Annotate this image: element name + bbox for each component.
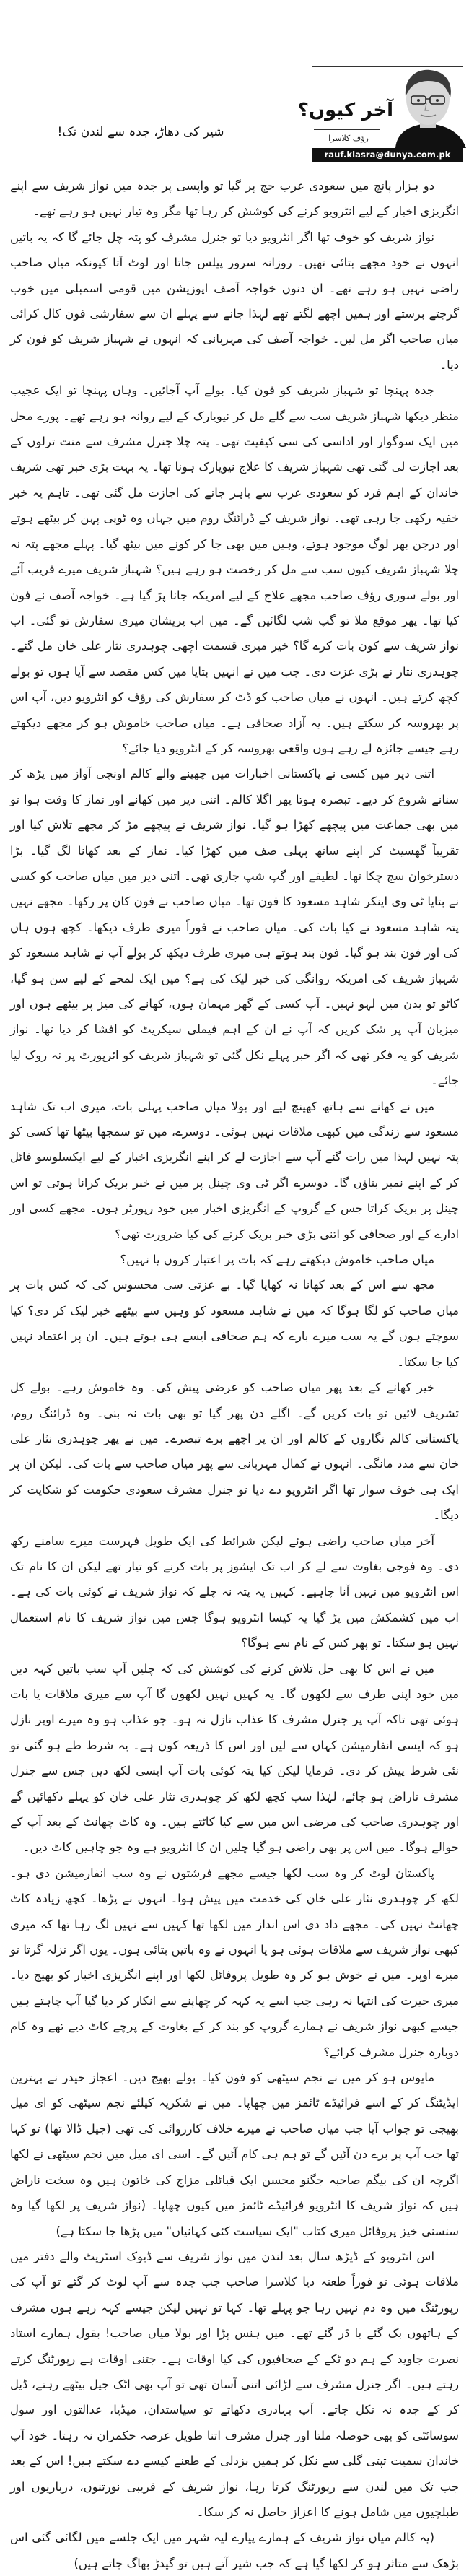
author-email[interactable]: rauf.klasra@dunya.com.pk: [312, 148, 463, 162]
paragraph: مجھ سے اس کے بعد کھانا نہ کھایا گیا۔ بے عزتی سی محسوس کی کہ کس بات پر میاں صاحب کو لگا ہوگا کہ میں نے شاہد مسعود کو وہیں سے بیٹھے خبر لیک کر دی؟ کیا سوچتے ہوں گے یہ سب میرے بارے کہ ہم صحافی ایسے ہی ہوتے ہیں۔ ان پر اعتماد نہیں کیا جا سکتا۔: [10, 1278, 459, 1369]
paragraph: پاکستان لوٹ کر وہ سب لکھا جیسے مجھے فرشتوں نے وہ سب انفارمیشن دی ہو۔ لکھ کر چوہدری نثار علی خان کی خدمت میں پیش ہوا۔ انہوں نے پڑھا۔ کچھ زیادہ کاٹ چھانٹ نہیں کی۔ مجھے داد دی اس انداز میں لکھا تھا کہیں سے نہیں لگ رہا تھا کہ میری کبھی نواز شریف سے ملاقات ہوئی ہو یا انہوں نے وہ باتیں بتائی ہوں۔ یوں اگر نزلہ گرتا تو میرے اوپر۔ میں نے خوش ہو کر وہ طویل پروفائل لکھا اور اپنے انگریزی اخبار کو بھیج دیا۔ میری حیرت کی انتہا نہ رہی جب اسے یہ کہہ کر چھاپنے سے انکار کر دیا گیا آپ چاہتے ہیں جیسے کبھی نواز شریف نے ہمارے گروپ کو بند کر کے بغاوت کے پرچے کاٹ دیے تھے وہ کام دوبارہ جنرل مشرف کرائے؟: [10, 1866, 459, 2059]
closing-note: (یہ کالم میاں نواز شریف کے ہمارے پیارے لیہ شہر میں ایک جلسے میں لگائی گئی اس بڑھک سے متاثر ہو کر لکھا گیا ہے کہ جب شیر آتے ہیں تو گیدڑ بھاگ جاتے ہیں): [10, 2531, 459, 2570]
paragraph: اس انٹرویو کے ڈیڑھ سال بعد لندن میں نواز شریف سے ڈیوک اسٹریٹ والے دفتر میں ملاقات ہوئی تو فوراً طعنہ دیا کلاسرا صاحب جب جدہ سے آپ لوٹ کر گئے تو آپ کی رپورٹنگ میں وہ دم نہیں رہا جو پہلے تھا۔ کہا تو نہیں لیکن جیسے کہہ رہے ہوں مشرف کے ہاتھوں بک گئے یا ڈر گئے تھے۔ میں ہنس پڑا اور بولا میاں صاحب! بقول ہمارے استاد نصرت جاوید کے ہم دو ٹکے کے صحافیوں کی کیا اوقات ہے۔ جتنی اوقات ہے رپورٹنگ کرتے رہتے ہیں۔ اگر جنرل مشرف سے لڑائی اتنی آسان تھی تو آپ بھی اٹک جیل بیٹھے رہتے، ڈیل کر کے جدہ نہ نکل جاتے۔ آپ بہادری دکھاتے تو سیاستدان، میڈیا، عدالتوں اور سول سوسائٹی کو بھی حوصلہ ملتا اور جنرل مشرف اتنا طویل عرصہ حکمران نہ رہتا۔ خود آپ خاندان سمیت تپتی گلی سے نکل کر ہمیں بزدلی کے طعنے کیسے دے سکتے ہیں! اس کے بعد جب تک میں لندن سے رپورٹنگ کرتا رہا، نواز شریف کے قریبی نورتنوں، درباریوں اور طبلچیوں میں شامل ہونے کا اعزاز حاصل نہ کر سکا۔: [10, 2249, 459, 2519]
paragraph: دو ہزار پانچ میں سعودی عرب حج پر گیا تو واپسی پر جدہ میں نواز شریف سے اپنے انگریزی اخبار کے لیے انٹرویو کرنے کی کوشش کر رہا تھا مگر وہ تیار نہیں ہو رہے تھے۔: [10, 179, 459, 219]
title-divider: [314, 129, 380, 130]
paragraph: میں نے اس کا بھی حل تلاش کرنے کی کوشش کی کہ چلیں آپ سب باتیں کہہ دیں میں خود اپنی طرف سے لکھوں گا۔ یہ کہیں نہیں لکھوں گا آپ سے میری ملاقات یا بات ہوئی تھی تاکہ آپ پر جنرل مشرف کا عذاب نازل نہ ہو۔ جو عذاب ہو وہ میرے اوپر نازل ہو کہ ایسی انفارمیشن کہاں سے لیں اور اس کا ذریعہ کون ہے۔ یہ شرط طے ہو گئی تو نئی شرط پیش کر دی۔ فرمایا لیکن کیا پتہ کوئی بات آپ ایسی لکھ دیں جس سے جنرل مشرف ناراض ہو جائے، لہٰذا سب کچھ لکھ کر چوہدری نثار علی خان کو پہلے دکھائیں گے اور چوہدری صاحب کی مرضی اس میں سے کیا کاٹتے ہیں۔ وہ کاٹ چھانٹ کے بعد آپ کے حوالے ہوگا۔ میں اس پر بھی راضی ہو گیا چلیں ان کا انٹرویو ہے وہ جو چاہیں کاٹ دیں۔: [10, 1661, 459, 1855]
column-header-banner: [297, 66, 463, 162]
paragraph: آخر میاں صاحب راضی ہوئے لیکن شرائط کی ایک طویل فہرست میرے سامنے رکھ دی۔ وہ فوجی بغاوت سے لے کر اب تک ایشوز پر بات کرنے کو تیار تھے لیکن ان کا نام تک اس انٹرویو میں نہیں آنا چاہیے۔ کہیں یہ پتہ نہ چلے کہ نواز شریف نے کوئی بات کی ہے۔ اب میں کشمکش میں پڑ گیا یہ کیسا انٹرویو ہوگا جس میں نواز شریف کا نام استعمال نہیں ہو سکتا۔ تو پھر کس کے نام سے ہوگا؟: [10, 1533, 459, 1650]
article-body: [10, 173, 459, 2576]
article-headline: شیر کی دھاڑ، جدہ سے لندن تک!: [57, 125, 224, 139]
author-portrait-image: [393, 67, 463, 148]
paragraph: اتنی دیر میں کسی نے پاکستانی اخبارات میں چھپنے والے کالم اونچی آواز میں پڑھ کر سنانے شروع کر دیے۔ تبصرہ ہوتا پھر اگلا کالم۔ اتنی دیر میں کھانے اور نماز کا وقت ہوا تو میں بھی جماعت میں پیچھے کھڑا ہو گیا۔ نواز شریف نے پیچھے مڑ کر مجھے تلاش کیا اور تقریباً گھسیٹ کر اپنے ساتھ پہلی صف میں کھڑا کیا۔ نماز کے بعد کھانا لگ گیا۔ بڑا دسترخوان سج چکا تھا۔ لطیفے اور گپ شپ جاری تھی۔ اتنی دیر میں میاں صاحب کو کسی نے بتایا ٹی وی اینکر شاہد مسعود کا فون تھا۔ میاں صاحب نے فون کان پر رکھا۔ مجھے نہیں پتہ شاہد مسعود نے کیا بات کی۔ میاں صاحب نے فوراً میری طرف دیکھا۔ کچھ ہوں ہاں کی اور فون بند ہو گیا۔ فون بند ہوتے ہی میری طرف دیکھ کر بولے آپ نے شاہد مسعود کو شہباز شریف کی امریکہ روانگی کی خبر لیک کی ہے؟ میں ایک لمحے کے لیے سن ہو گیا، کاٹو تو بدن میں لہو نہیں۔ آپ کسی کے گھر مہمان ہوں، کھانے کی میز پر بیٹھے ہوں اور میزبان آپ پر شک کریں کہ آپ نے ان کے اہم فیملی سیکریٹ کو افشا کر دیا تھا۔ نواز شریف کو یہ فکر تھی کہ اگر خبر پہلے نکل گئی تو شہباز شریف کو ائرپورٹ پر نہ روک لیا جائے۔: [10, 767, 459, 1088]
column-series-title: آخر کیوں؟: [297, 100, 393, 121]
author-name: رؤف کلاسرا: [328, 134, 369, 143]
paragraph: نواز شریف کو خوف تھا اگر انٹرویو دیا تو جنرل مشرف کو پتہ چل جائے گا کہ یہ باتیں انہوں نے خود مجھے بتائی تھیں۔ روزانہ سرور پیلس جاتا اور لوٹ آتا کیونکہ میاں صاحب راضی نہیں ہو رہے تھے۔ ان دنوں خواجہ آصف اپوزیشن میں قومی اسمبلی میں خوب گرجتے برستے اور ہمیں اچھے لگتے تھے لہذا جانے سے پہلے ان سے سفارشی فون کال کرائی میاں صاحب اگر مل لیں۔ خواجہ آصف کی مہربانی کہ انہوں نے شہباز شریف کو فون کر دیا۔: [10, 230, 459, 372]
paragraph: مایوس ہو کر میں نے نجم سیٹھی کو فون کیا۔ بولے بھیج دیں۔ اعجاز حیدر نے بہترین ایڈیٹنگ کر کے اسے فرائیڈے ٹائمز میں چھاپا۔ میں نے شکریہ کیلئے نجم سیٹھی کو ای میل بھیجی تو جواب آیا جب میاں صاحب نے میرے خلاف کارروائی کی تھی (جیل ڈالا تھا) تو کہا تھا جب آپ پر برے دن آئیں گے تو ہم ہی کام آئیں گے۔ اسی ای میل میں نجم سیٹھی نے لکھا اگرچہ ان کی بیگم صاحبہ جگنو محسن ایک قبائلی مزاج کی خاتون ہیں وہ سخت ناراض ہیں کہ نواز شریف کا انٹرویو فرائیڈے ٹائمز میں کیوں چھاپا۔ (نواز شریف پر لکھا گیا وہ سنسنی خیز پروفائل میری کتاب "ایک سیاست کئی کہانیاں" میں پڑھا جا سکتا ہے): [10, 2071, 459, 2238]
paragraph: خیر کھانے کے بعد پھر میاں صاحب کو عرضی پیش کی۔ وہ خاموش رہے۔ بولے کل تشریف لائیں تو بات کریں گے۔ اگلے دن پھر گیا تو بھی بات نہ بنی۔ وہ ڈرائنگ روم، پاکستانی کالم نگاروں کے کالم اور ان پر اچھے برے تبصرے۔ میں نے پھر چوہدری نثار علی خان سے مدد مانگی۔ انہوں نے کمال مہربانی سے پھر میاں صاحب سے بات کی۔ لیکن ان پر ایک ہی خوف سوار تھا اگر انٹرویو دے دیا تو جنرل مشرف سعودی حکومت کو شکایت کر دیگا۔: [10, 1380, 459, 1523]
paragraph: میاں صاحب خاموش دیکھتے رہے کہ بات پر اعتبار کروں یا نہیں؟: [120, 1253, 434, 1267]
paragraph: جدہ پہنچا تو شہباز شریف کو فون کیا۔ بولے آپ آجائیں۔ وہاں پہنچا تو ایک عجیب منظر دیکھا شہباز شریف سب سے گلے مل کر نیویارک کے لیے روانہ ہو رہے تھے۔ پورے محل میں ایک سوگوار اور اداسی کی سی کیفیت تھی۔ پتہ چلا جنرل مشرف سے منت ترلوں کے بعد اجازت لی گئی تھی شہباز شریف کا علاج نیویارک ہونا تھا۔ یہ بہت بڑی خبر تھی شریف خاندان کے اہم فرد کو سعودی عرب سے باہر جانے کی اجازت مل گئی تھی۔ تاہم یہ خبر خفیہ رکھی جا رہی تھی۔ نواز شریف کے ڈرائنگ روم میں جہاں وہ ٹوپی پہن کر بیٹھے ہوتے اور درجن بھر لوگ موجود ہوتے، وہیں میں بھی جا کر کونے میں بیٹھ گیا۔ پہلے مجھے پتہ نہ چلا شہباز شریف کیوں سب سے مل کر رخصت ہو رہے ہیں؟ شہباز شریف میرے قریب آئے اور بولے سوری رؤف صاحب مجھے علاج کے لیے امریکہ جانا پڑ گیا ہے۔ خواجہ آصف نے فون کیا تھا۔ پھر موقع ملا تو گپ شپ لگائیں گے۔ میں اب پریشان میری سفارش تو گئی۔ اب نواز شریف سے کون بات کرے گا؟ خیر میری قسمت اچھی چوہدری نثار علی خان مل گئے۔ چوہدری نثار نے بڑی عزت دی۔ جب میں نے انہیں بتایا میں کس مقصد سے آیا ہوں تو بولے کچھ کرتے ہیں۔ انہوں نے میاں صاحب کو ڈٹ کر سفارش کی رؤف کو انٹرویو دیں، آپ اس پر بھروسہ کر سکتے ہیں۔ یہ آزاد صحافی ہے۔ میاں صاحب خاموش ہو کر مجھے دیکھتے رہے جیسے جائزہ لے رہے ہوں واقعی بھروسہ کر کے انٹرویو دیا جائے؟: [10, 383, 459, 755]
paragraph: میں نے کھانے سے ہاتھ کھینچ لیے اور بولا میاں صاحب پہلی بات، میری اب تک شاہد مسعود سے زندگی میں کبھی ملاقات نہیں ہوئی۔ دوسرے، میں تو سمجھا بیٹھا تھا کسی کو پتہ نہیں لہذا میں رات گئے آپ سے اجازت لے کر اپنے انگریزی اخبار کے لیے ایکسلوسو فائل کر کے اپنے نمبر بناؤں گا۔ دوسرے اگر ٹی وی چینل پر میں نے خبر بریک کرانا ہوتی تو اس چینل پر بریک کراتا جس کے گروپ کے انگریزی اخبار میں خود رپورٹر ہوں۔ مجھے کسی اور ادارے کے اور صحافی کو اتنی بڑی خبر بریک کرنے کی کیا ضرورت تھی؟: [10, 1099, 459, 1241]
